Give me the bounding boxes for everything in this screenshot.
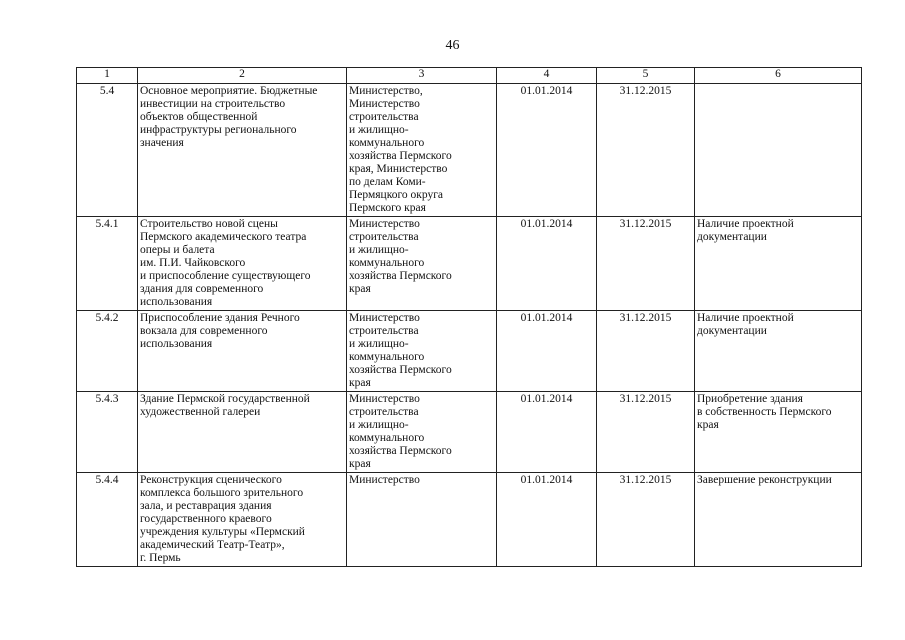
end-date: 31.12.2015: [597, 217, 695, 311]
end-date: 31.12.2015: [597, 311, 695, 392]
activities-table: [76, 67, 862, 567]
table-row: [77, 392, 862, 473]
activity-name: Приспособление здания Речного вокзала для современного использования: [138, 311, 347, 392]
expected-result: Завершение реконструкции: [695, 473, 862, 567]
responsible-org: Министерство строительства и жилищно- коммунального хозяйства Пермского края: [347, 392, 497, 473]
end-date: 31.12.2015: [597, 392, 695, 473]
table-row: [77, 473, 862, 567]
column-header-2: 2: [138, 68, 347, 84]
expected-result: Наличие проектной документации: [695, 311, 862, 392]
page-number: 46: [445, 38, 460, 53]
start-date: 01.01.2014: [497, 217, 597, 311]
table-row: [77, 311, 862, 392]
activity-name: Строительство новой сцены Пермского академического театра оперы и балета им. П.И. Чайковского и приспособление существующего здания для современного использования: [138, 217, 347, 311]
responsible-org: Министерство, Министерство строительства и жилищно- коммунального хозяйства Пермского края, Министерство по делам Коми- Пермяцкого округа Пермского края: [347, 84, 497, 217]
column-header-3: 3: [347, 68, 497, 84]
start-date: 01.01.2014: [497, 473, 597, 567]
expected-result: [695, 84, 862, 217]
row-number: 5.4: [77, 84, 138, 217]
table-header-row: [77, 68, 862, 84]
table-row: [77, 84, 862, 217]
row-number: 5.4.4: [77, 473, 138, 567]
column-header-6: 6: [695, 68, 862, 84]
column-header-5: 5: [597, 68, 695, 84]
expected-result: Наличие проектной документации: [695, 217, 862, 311]
expected-result: Приобретение здания в собственность Пермского края: [695, 392, 862, 473]
responsible-org: Министерство строительства и жилищно- коммунального хозяйства Пермского края: [347, 217, 497, 311]
end-date: 31.12.2015: [597, 473, 695, 567]
responsible-org: Министерство: [347, 473, 497, 567]
start-date: 01.01.2014: [497, 392, 597, 473]
activity-name: Здание Пермской государственной художественной галереи: [138, 392, 347, 473]
responsible-org: Министерство строительства и жилищно- коммунального хозяйства Пермского края: [347, 311, 497, 392]
activity-name: Реконструкция сценического комплекса большого зрительного зала, и реставрация здания государственного краевого учреждения культуры «Пермский академический Театр-Театр», г. Пермь: [138, 473, 347, 567]
column-header-4: 4: [497, 68, 597, 84]
row-number: 5.4.1: [77, 217, 138, 311]
start-date: 01.01.2014: [497, 311, 597, 392]
end-date: 31.12.2015: [597, 84, 695, 217]
column-header-1: 1: [77, 68, 138, 84]
table-row: [77, 217, 862, 311]
start-date: 01.01.2014: [497, 84, 597, 217]
row-number: 5.4.2: [77, 311, 138, 392]
activity-name: Основное мероприятие. Бюджетные инвестиции на строительство объектов общественной инфраструктуры регионального значения: [138, 84, 347, 217]
row-number: 5.4.3: [77, 392, 138, 473]
